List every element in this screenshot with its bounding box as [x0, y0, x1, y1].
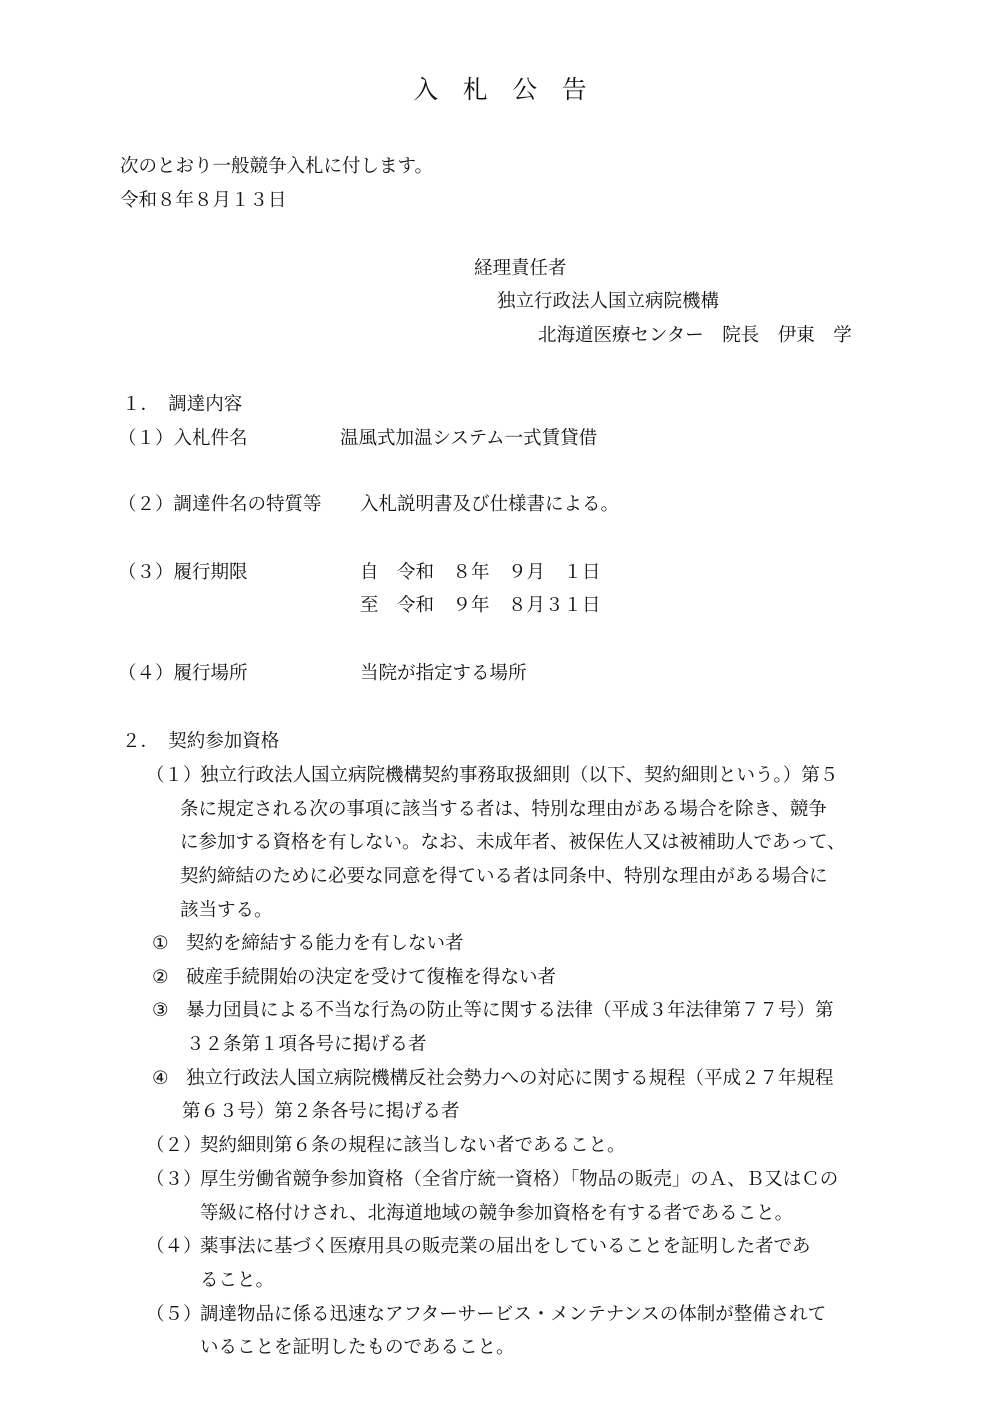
signatory-org: 独立行政法人国立病院機構	[497, 291, 720, 312]
s2-item4-line: ること。	[200, 1270, 275, 1291]
item1-label: （１）入札件名	[118, 428, 248, 449]
s2-item4-marker: （４）	[146, 1236, 202, 1257]
item3-value-from: 自 令和 ８年 ９月 １日	[360, 562, 601, 583]
s2-item1-line: 独立行政法人国立病院機構契約事務取扱細則（以下、契約細則という。）第５	[200, 765, 839, 786]
sub-item-marker-2: ②	[152, 967, 169, 988]
sub-item-line: 破産手続開始の決定を受けて復権を得ない者	[186, 967, 557, 988]
page-title: 入 札 公 告	[413, 75, 587, 104]
item4-value: 当院が指定する場所	[360, 663, 527, 684]
section1-heading: １． 調達内容	[122, 394, 243, 415]
sub-item-line: 第６３号）第２条各号に掲げる者	[182, 1101, 460, 1122]
item2-label: （２）調達件名の特質等	[118, 494, 322, 515]
item4-label: （４）履行場所	[118, 663, 248, 684]
item1-value: 温風式加温システム一式賃貸借	[340, 428, 598, 449]
sub-item-marker-3: ③	[152, 1000, 169, 1021]
s2-item2-line: 契約細則第６条の規程に該当しない者であること。	[200, 1135, 626, 1156]
s2-item1-line: 契約締結のために必要な同意を得ている者は同条中、特別な理由がある場合に	[180, 866, 828, 887]
s2-item5-line: 調達物品に係る迅速なアフターサービス・メンテナンスの体制が整備されて	[200, 1304, 827, 1325]
sub-item-marker-4: ④	[152, 1068, 169, 1089]
item3-value-to: 至 令和 ９年 ８月３１日	[360, 595, 601, 616]
s2-item5-line: いることを証明したものであること。	[200, 1337, 515, 1358]
s2-item5-marker: （５）	[146, 1304, 202, 1325]
section2-heading: ２． 契約参加資格	[122, 731, 280, 752]
s2-item3-marker: （３）	[146, 1169, 202, 1190]
sub-item-marker-1: ①	[152, 933, 169, 954]
signatory-name: 北海道医療センター 院長 伊東 学	[538, 325, 852, 346]
s2-item1-line: 該当する。	[180, 900, 273, 921]
item2-value: 入札説明書及び仕様書による。	[360, 494, 620, 515]
sub-item-line: 契約を締結する能力を有しない者	[186, 933, 464, 954]
sub-item-line: ３２条第１項各号に掲げる者	[186, 1034, 427, 1055]
s2-item1-line: に参加する資格を有しない。なお、未成年者、被保佐人又は被補助人であって、	[180, 832, 846, 853]
sub-item-line: 独立行政法人国立病院機構反社会勢力への対応に関する規程（平成２７年規程	[186, 1068, 834, 1089]
s2-item3-line: 厚生労働省競争参加資格（全省庁統一資格）「物品の販売」のＡ、Ｂ又はＣの	[200, 1169, 839, 1190]
sub-item-line: 暴力団員による不当な行為の防止等に関する法律（平成３年法律第７７号）第	[186, 1000, 834, 1021]
intro-text: 次のとおり一般競争入札に付します。	[120, 156, 434, 177]
s2-item3-line: 等級に格付けされ、北海道地域の競争参加資格を有する者であること。	[200, 1203, 794, 1224]
item3-label: （３）履行期限	[118, 562, 248, 583]
s2-item1-marker: （１）	[146, 765, 202, 786]
notice-date: 令和８年８月１３日	[120, 190, 287, 211]
s2-item2-marker: （２）	[146, 1135, 202, 1156]
s2-item1-line: 条に規定される次の事項に該当する者は、特別な理由がある場合を除き、競争	[180, 799, 827, 820]
signatory-role: 経理責任者	[474, 258, 567, 279]
s2-item4-line: 薬事法に基づく医療用具の販売業の届出をしていることを証明した者であ	[200, 1236, 811, 1257]
